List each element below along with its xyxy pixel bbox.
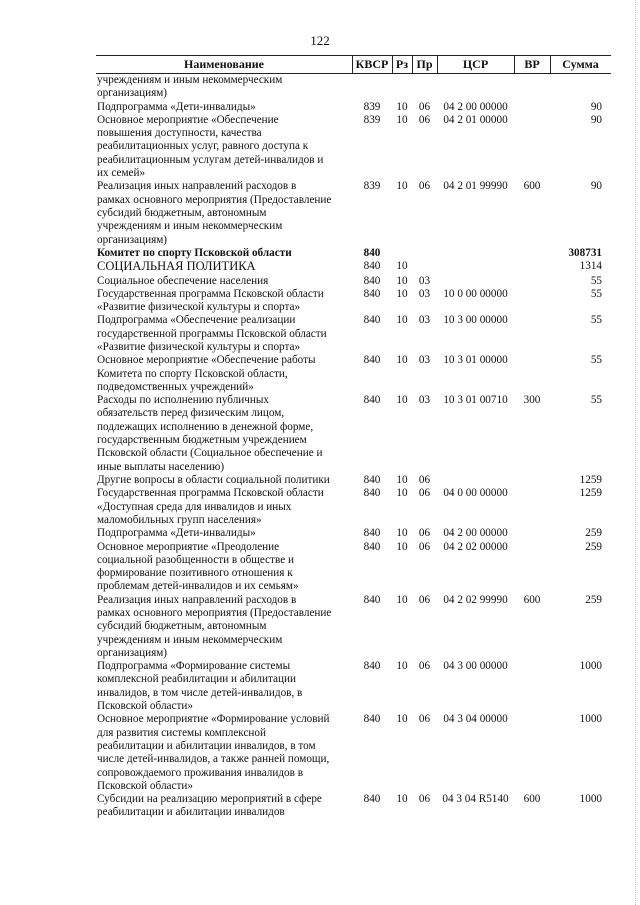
row-name-line: организациям): [97, 233, 168, 246]
row-kvsr: 840: [363, 660, 381, 673]
row-pr: 06: [418, 180, 431, 193]
row-pr: 06: [418, 540, 431, 553]
row-kvsr: 840: [363, 287, 381, 300]
row-csr: 04 0 00 00000: [443, 487, 508, 500]
row-csr: 10 3 01 00710: [443, 394, 508, 407]
header-pr: Пр: [416, 57, 433, 71]
row-name-line: Основное мероприятие «Обеспечение: [97, 113, 279, 126]
row-name-line: учреждениям и иным некоммерческим: [97, 74, 283, 86]
row-rz: 10: [396, 713, 408, 726]
row-csr: 04 3 04 R5140: [442, 793, 509, 806]
row-rz: 10: [396, 593, 408, 606]
header-rz: Рз: [395, 57, 409, 71]
row-name-line: Комитета по спорту Псковской области,: [97, 367, 288, 380]
row-pr: 06: [418, 713, 431, 726]
row-kvsr: 839: [363, 113, 381, 126]
row-csr: 04 2 02 99990: [443, 593, 508, 606]
row-name-line: «Доступная среда для инвалидов и иных: [97, 500, 292, 513]
row-sum: 55: [590, 314, 602, 327]
row-csr: 10 3 00 00000: [443, 314, 508, 327]
row-name-line: Основное мероприятие «Преодоление: [97, 540, 280, 553]
row-kvsr: 840: [363, 713, 381, 726]
row-kvsr: 840: [363, 540, 381, 553]
row-name: [97, 527, 352, 540]
row-name-line: государственной программы Псковской области: [97, 327, 327, 340]
row-sum: 259: [585, 593, 602, 606]
row-name-line: учреждениям и иным некоммерческим: [97, 633, 283, 646]
row-csr: 04 2 00 00000: [443, 527, 508, 540]
row-pr: 06: [418, 113, 431, 126]
row-name-line: инвалидов, в том числе детей-инвалидов, в: [97, 686, 303, 699]
row-name: [97, 260, 352, 273]
row-name-line: реабилитации и абилитации инвалидов, в том: [97, 739, 316, 752]
row-kvsr: 840: [363, 394, 381, 407]
header-csr: ЦСР: [462, 57, 489, 71]
row-pr: 03: [418, 287, 431, 300]
row-name-line: учреждениям и иным некоммерческим: [97, 220, 283, 233]
row-name-line: Подпрограмма «Дети-инвалиды»: [97, 527, 256, 540]
row-kvsr: 840: [363, 793, 381, 806]
row-name-line: рамках основного мероприятия (Предоставление: [97, 606, 332, 619]
row-name: [97, 180, 352, 246]
row-kvsr: 840: [363, 487, 381, 500]
header-kvsr: КВСР: [355, 57, 389, 71]
header-sum: Сумма: [562, 57, 599, 71]
row-name-line: Псковской области (Социальное обеспечение и: [97, 447, 323, 460]
row-csr: 04 2 01 00000: [443, 113, 508, 126]
row-name-line: «Развитие физической культуры и спорта»: [97, 301, 301, 314]
row-csr: 04 3 00 00000: [443, 660, 508, 673]
row-pr: 06: [418, 793, 431, 806]
row-name: [97, 487, 352, 527]
row-csr: 10 3 01 00000: [443, 354, 508, 367]
row-kvsr: 840: [363, 474, 381, 486]
row-name-line: обязательств перед физическим лицом,: [97, 407, 285, 420]
row-name-line: государственным бюджетным учреждением: [97, 434, 307, 447]
row-name-line: иные выплаты населению): [97, 460, 225, 473]
row-vr: 600: [523, 593, 541, 606]
row-name: [97, 354, 352, 394]
row-name-line: реабилитационным услугам детей-инвалидов и: [97, 153, 324, 166]
row-kvsr: 840: [363, 260, 381, 273]
row-kvsr: 840: [363, 527, 381, 540]
row-name-line: Реализация иных направлений расходов в: [97, 593, 297, 606]
row-pr: 03: [418, 314, 431, 327]
row-kvsr: 840: [363, 274, 381, 287]
row-name-line: СОЦИАЛЬНАЯ ПОЛИТИКА: [97, 259, 256, 274]
row-rz: 10: [396, 487, 408, 500]
row-name-line: Псковской области»: [97, 779, 193, 792]
row-name: [97, 394, 352, 474]
row-pr: 03: [418, 354, 431, 367]
row-name-line: Социальное обеспечение населения: [97, 274, 269, 287]
row-name-line: повышения доступности, качества: [97, 127, 262, 140]
row-name-line: Субсидии на реализацию мероприятий в сфере: [97, 793, 322, 806]
row-rz: 10: [396, 180, 408, 193]
row-pr: 06: [418, 474, 431, 486]
row-sum: 1000: [579, 713, 602, 726]
row-sum: 259: [585, 527, 602, 540]
row-sum: 55: [590, 354, 602, 367]
row-kvsr: 840: [363, 314, 381, 327]
row-pr: 06: [418, 593, 431, 606]
row-name-line: Другие вопросы в области социальной политики: [97, 474, 330, 486]
row-rz: 10: [396, 260, 408, 273]
row-name-line: рамках основного мероприятия (Предоставление: [97, 193, 332, 206]
row-rz: 10: [396, 314, 408, 327]
header-name: Наименование: [184, 57, 264, 71]
header-vr: ВР: [524, 57, 540, 71]
row-name-line: проблемам детей-инвалидов и их семьям»: [97, 580, 299, 593]
row-pr: 06: [418, 100, 431, 113]
row-name-line: подведомственных учреждений»: [97, 380, 254, 393]
row-name-line: организациям): [97, 87, 168, 100]
row-vr: 600: [523, 793, 541, 806]
row-sum: 55: [590, 394, 602, 407]
row-kvsr: 840: [363, 354, 381, 367]
row-sum: 1259: [579, 487, 602, 500]
row-sum: 1314: [579, 260, 602, 273]
row-name: [97, 275, 352, 288]
row-pr: 03: [418, 394, 431, 407]
row-name: [97, 713, 352, 793]
row-rz: 10: [396, 474, 408, 486]
row-sum: 55: [590, 274, 602, 287]
row-rz: 10: [396, 540, 408, 553]
row-sum: 1259: [579, 474, 602, 486]
row-sum: 308731: [568, 246, 602, 259]
row-name-line: Подпрограмма «Обеспечение реализации: [97, 314, 296, 327]
row-sum: 1000: [579, 793, 602, 806]
row-pr: 06: [418, 487, 431, 500]
row-name-line: Подпрограмма «Дети-инвалиды»: [97, 100, 256, 113]
row-csr: 04 2 01 99990: [443, 180, 508, 193]
row-rz: 10: [396, 287, 408, 300]
row-name: [97, 114, 352, 180]
row-name: [97, 74, 352, 101]
row-name-line: маломобильных групп населения»: [97, 513, 262, 526]
row-rz: 10: [396, 274, 408, 287]
row-rz: 10: [396, 100, 408, 113]
row-rz: 10: [396, 354, 408, 367]
row-sum: 1000: [579, 660, 602, 673]
row-rz: 10: [396, 660, 408, 673]
row-name-line: Основное мероприятие «Обеспечение работы: [97, 354, 316, 367]
row-csr: 04 2 02 00000: [443, 540, 508, 553]
table-header: [96, 56, 611, 74]
row-kvsr: 840: [363, 593, 381, 606]
row-name: [97, 594, 352, 660]
row-name: [97, 660, 352, 713]
row-name-line: социальной разобщенности в обществе и: [97, 553, 294, 566]
row-pr: 03: [418, 274, 431, 287]
row-kvsr: 840: [363, 246, 381, 259]
row-name-line: Основное мероприятие «Формирование условий: [97, 713, 330, 726]
row-name-line: Государственная программа Псковской области: [97, 287, 324, 300]
row-name-line: комплексной реабилитации и абилитации: [97, 673, 296, 686]
row-name: [97, 288, 352, 315]
row-pr: 06: [418, 660, 431, 673]
row-sum: 90: [590, 100, 602, 113]
row-sum: 90: [590, 113, 602, 126]
row-name: [97, 793, 352, 820]
row-name-line: Подпрограмма «Формирование системы: [97, 660, 291, 673]
row-name-line: реабилитации и абилитации инвалидов: [97, 806, 285, 819]
row-name: [97, 314, 352, 354]
row-sum: 259: [585, 540, 602, 553]
page-edge: [635, 0, 636, 905]
row-name-line: субсидий бюджетным, автономным: [97, 620, 267, 633]
row-name-line: организациям): [97, 646, 168, 659]
row-csr: 04 3 04 00000: [443, 713, 508, 726]
row-name-line: Комитет по спорту Псковской области: [97, 246, 292, 259]
row-kvsr: 839: [363, 100, 381, 113]
row-rz: 10: [396, 527, 408, 540]
row-name: [97, 101, 352, 114]
row-vr: 300: [523, 394, 541, 407]
row-name-line: числе детей-инвалидов, а также ранней помощи,: [97, 753, 330, 766]
row-name-line: реабилитационных услуг, равного доступа к: [97, 140, 309, 153]
row-name-line: субсидий бюджетным, автономным: [97, 206, 267, 219]
row-name-line: сопровождаемого проживания инвалидов в: [97, 766, 304, 779]
page-number: 122: [310, 33, 330, 48]
row-sum: 90: [590, 180, 602, 193]
row-kvsr: 839: [363, 180, 381, 193]
row-rz: 10: [396, 394, 408, 407]
row-name-line: «Развитие физической культуры и спорта»: [97, 340, 301, 353]
row-name-line: формирование позитивного отношения к: [97, 567, 293, 580]
row-name-line: для развития системы комплексной: [97, 726, 267, 739]
row-name-line: Реализация иных направлений расходов в: [97, 180, 297, 193]
row-name-line: Расходы по исполнению публичных: [97, 394, 270, 407]
row-name: [97, 474, 352, 487]
row-csr: 04 2 00 00000: [443, 100, 508, 113]
row-name-line: подлежащих исполнению в денежной форме,: [97, 420, 314, 433]
row-rz: 10: [396, 113, 408, 126]
row-name: [97, 247, 352, 260]
row-csr: 10 0 00 00000: [443, 287, 508, 300]
row-pr: 06: [418, 527, 431, 540]
row-name-line: их семей»: [97, 167, 146, 180]
row-name: [97, 541, 352, 594]
row-name-line: Псковской области»: [97, 700, 193, 713]
row-name-line: Государственная программа Псковской области: [97, 487, 324, 500]
row-vr: 600: [523, 180, 541, 193]
row-rz: 10: [396, 793, 408, 806]
row-sum: 55: [590, 287, 602, 300]
